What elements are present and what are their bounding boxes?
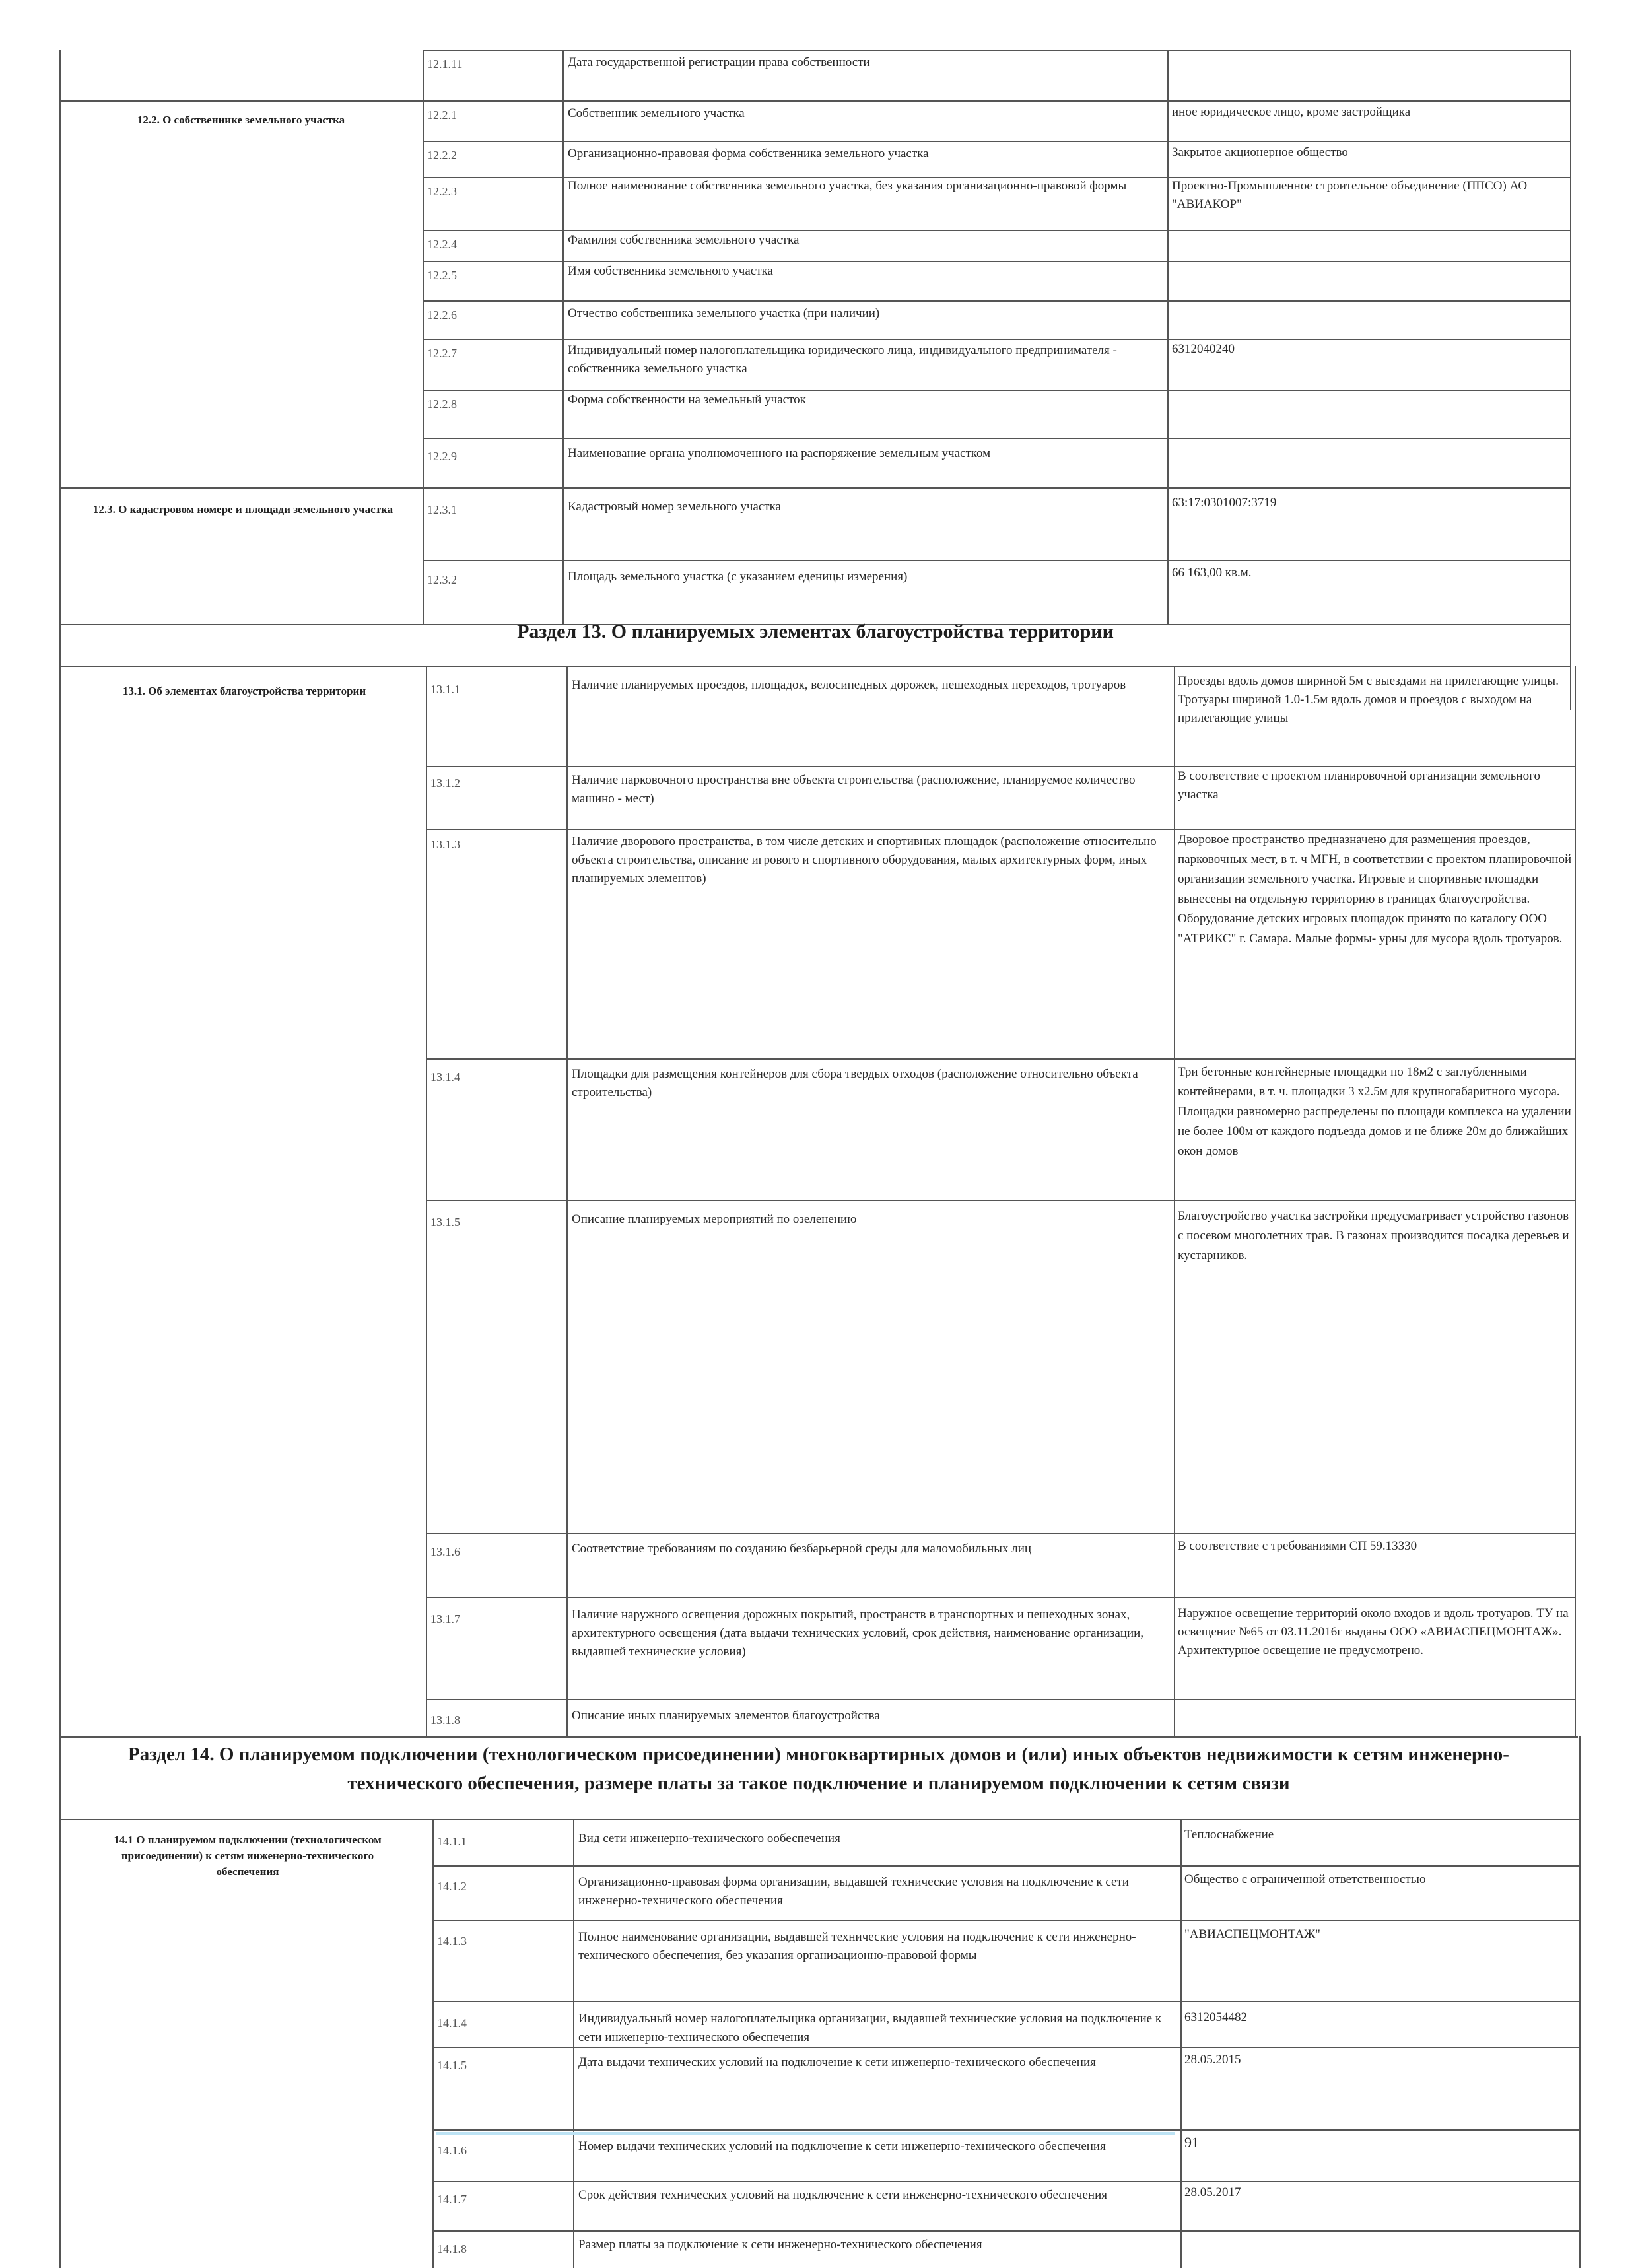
row-value: "АВИАСПЕЦМОНТАЖ": [1184, 1927, 1320, 1941]
row-description: Наличие планируемых проездов, площадок, велосипедных дорожек, пешеходных переходов, тротуаров: [572, 678, 1126, 692]
row-description: Дата государственной регистрации права собственности: [568, 55, 870, 69]
row-number: 12.1.11: [427, 57, 463, 71]
group-13-1-label: 13.1. Об элементах благоустройства территории: [122, 685, 366, 697]
table-row: [0, 2181, 1636, 2230]
table-row: [0, 1058, 1636, 1200]
table-row: [0, 1200, 1636, 1533]
row-description: Дата выдачи технических условий на подключение к сети инженерно-технического обеспечения: [578, 2055, 1096, 2069]
row-description: Индивидуальный номер налогоплательщика организации, выдавшей технические условия на подключение к сети инженерно-технического обеспечения: [578, 2012, 1162, 2044]
row-number: 14.1.2: [437, 1880, 467, 1893]
row-description: Площадь земельного участка (с указанием еденицы измерения): [568, 570, 908, 584]
table-border: [59, 1736, 1578, 1738]
row-number: 12.2.5: [427, 269, 457, 282]
table-row: [0, 1533, 1636, 1597]
row-number: 14.1.3: [437, 1935, 467, 1948]
row-number: 12.2.8: [427, 397, 457, 411]
row-number: 13.1.3: [430, 838, 460, 851]
row-number: 14.1.7: [437, 2193, 467, 2206]
row-value: Проектно-Промышленное строительное объединение (ППСО) АО "АВИАКОР": [1172, 179, 1528, 211]
row-number: 13.1.5: [430, 1216, 460, 1229]
row-description: Полное наименование организации, выдавшей технические условия на подключение к сети инженерно-технического обеспечения, без указания организационно-правовой формы: [578, 1930, 1136, 1962]
row-description: Площадки для размещения контейнеров для сбора твердых отходов (расположение относительно объекта строительства): [572, 1067, 1138, 1099]
row-description: Собственник земельного участка: [568, 106, 745, 120]
row-description: Индивидуальный номер налогоплательщика юридического лица, индивидуального предпринимателя - собственника земельного участка: [568, 343, 1117, 376]
table-row: [0, 1819, 1636, 1865]
row-number: 12.2.4: [427, 238, 457, 251]
row-number: 14.1.1: [437, 1835, 467, 1848]
table-row: [0, 230, 1636, 261]
row-number: 12.3.2: [427, 573, 457, 586]
row-description: Фамилия собственника земельного участка: [568, 233, 800, 247]
group-14-1-label: 14.1 О планируемом подключении (технологическом присоединении) к сетям инженерно-технического обеспечения: [114, 1834, 382, 1878]
row-description: Форма собственности на земельный участок: [568, 393, 806, 407]
row-number: 14.1.5: [437, 2059, 467, 2072]
table-row: [0, 2047, 1636, 2129]
row-number: 13.1.4: [430, 1070, 460, 1083]
table-row: [0, 100, 1636, 141]
row-number: 12.2.7: [427, 347, 457, 360]
row-value: Наружное освещение территорий около входов и вдоль тротуаров. ТУ на освещение №65 от 03.11.2016г выданы ООО «АВИАСПЕЦМОНТАЖ». Архитектурное освещение не предусмотрено.: [1178, 1606, 1569, 1657]
row-description: Наличие наружного освещения дорожных покрытий, пространств в транспортных и пешеходных зонах, архитектурного освещения (дата выдачи технических условий, срок действия, наименование организации, выдавшей технические условия): [572, 1608, 1144, 1659]
row-number: 14.1.6: [437, 2144, 467, 2157]
table-row: [0, 1699, 1636, 1736]
row-value: 66 163,00 кв.м.: [1172, 566, 1252, 580]
row-description: Размер платы за подключение к сети инженерно-технического обеспечения: [578, 2238, 982, 2251]
section-13-title: Раздел 13. О планируемых элементах благоустройства территории: [517, 621, 1114, 642]
row-value: Теплоснабжение: [1184, 1828, 1274, 1841]
row-description: Наличие парковочного пространства вне объекта строительства (расположение, планируемое количество машино - мест): [572, 773, 1136, 806]
table-row: [0, 2230, 1636, 2268]
row-number: 12.2.6: [427, 308, 457, 322]
row-value: В соответствие с проектом планировочной организации земельного участка: [1178, 769, 1540, 802]
table-row: [0, 2001, 1636, 2047]
row-description: Организационно-правовая форма организации, выдавшей технические условия на подключение к сети инженерно-технического обеспечения: [578, 1875, 1129, 1907]
row-description: Отчество собственника земельного участка (при наличии): [568, 306, 880, 320]
row-description: Полное наименование собственника земельного участка, без указания организационно-правовой формы: [568, 179, 1127, 193]
table-row: [0, 1597, 1636, 1699]
table-row: [0, 829, 1636, 1058]
row-description: Имя собственника земельного участка: [568, 264, 773, 278]
row-description: Наименование органа уполномоченного на распоряжение земельным участком: [568, 446, 991, 460]
row-description: Кадастровый номер земельного участка: [568, 500, 781, 514]
row-value: Благоустройство участка застройки предусматривает устройство газонов с посевом многолетних трав. В газонах производится посадка деревьев и кустарников.: [1178, 1209, 1569, 1262]
table-row: [0, 438, 1636, 487]
table-row: [0, 1865, 1636, 1920]
row-number: 14.1.8: [437, 2242, 467, 2255]
table-row: [0, 177, 1636, 230]
row-number: 13.1.2: [430, 776, 460, 790]
row-number: 13.1.7: [430, 1612, 460, 1626]
row-value: 28.05.2015: [1184, 2053, 1241, 2067]
table-row: [0, 300, 1636, 339]
row-description: Наличие дворового пространства, в том числе детских и спортивных площадок (расположение относительно объекта строительства, описание игрового и спортивного оборудования, малых архитектурных форм, иных планируемых элементов): [572, 835, 1157, 885]
row-number: 13.1.6: [430, 1545, 460, 1558]
group-12-3-label: 12.3. О кадастровом номере и площади земельного участка: [92, 503, 393, 516]
row-value: иное юридическое лицо, кроме застройщика: [1172, 105, 1411, 119]
table-row: [0, 487, 1636, 560]
row-value: Закрытое акционерное общество: [1172, 145, 1348, 159]
row-description: Вид сети инженерно-технического ообеспечения: [578, 1832, 840, 1845]
table-row: [0, 50, 1636, 100]
row-value: 28.05.2017: [1184, 2185, 1241, 2199]
table-row: [0, 261, 1636, 300]
row-description: Организационно-правовая форма собственника земельного участка: [568, 147, 929, 160]
row-description: Номер выдачи технических условий на подключение к сети инженерно-технического обеспечения: [578, 2139, 1106, 2153]
table-row: [0, 1920, 1636, 2001]
row-number: 12.2.3: [427, 185, 457, 198]
table-row: [0, 339, 1636, 390]
row-number: 12.3.1: [427, 503, 457, 516]
row-number: 12.2.9: [427, 450, 457, 463]
row-description: Описание планируемых мероприятий по озеленению: [572, 1212, 857, 1226]
row-value: Три бетонные контейнерные площадки по 18м2 с заглубленными контейнерами, в т. ч. площадки 3 х2.5м для крупногабаритного мусора. Площадки равномерно распределены по площади комплекса на удалении не более 100м от каждого подъезда домов и не ближе 20м до ближайших окон домов: [1178, 1065, 1571, 1158]
row-description: Срок действия технических условий на подключение к сети инженерно-технического обеспечения: [578, 2188, 1107, 2202]
row-value: 6312040240: [1172, 342, 1235, 356]
row-description: Соответствие требованиям по созданию безбарьерной среды для маломобильных лиц: [572, 1542, 1032, 1556]
row-number: 13.1.1: [430, 683, 460, 696]
row-value: 91: [1184, 2134, 1199, 2150]
row-value: Общество с ограниченной ответственностью: [1184, 1873, 1426, 1886]
table-row: [0, 560, 1636, 624]
table-row: [0, 666, 1636, 766]
row-description: Описание иных планируемых элементов благоустройства: [572, 1709, 880, 1723]
row-value: Дворовое пространство предназначено для размещения проездов, парковочных мест, в т. ч МГН, в соответствии с проектом планировочной организации земельного участка. Игровые и спортивные площадки вынесены на отдельную территорию в границах благоустройства. Оборудование детских игровых площадок принято по каталогу ООО "АТРИКС" г. Самара. Малые формы- урны для мусора вдоль тротуаров.: [1178, 833, 1572, 945]
section-14-title: Раздел 14. О планируемом подключении (технологическом присоединении) многоквартирных домов и (или) иных объектов недвижимости к сетям инженерно-технического обеспечения, размере платы за такое подключение и планируемом подключении к сетям связи: [128, 1744, 1509, 1794]
row-number: 14.1.4: [437, 2016, 467, 2030]
table-row: [0, 2129, 1636, 2181]
row-number: 12.2.2: [427, 149, 457, 162]
row-value: 63:17:0301007:3719: [1172, 496, 1277, 510]
table-row: [0, 390, 1636, 438]
table-row: [0, 141, 1636, 177]
row-value: В соответствие с требованиями СП 59.13330: [1178, 1539, 1417, 1553]
row-number: 13.1.8: [430, 1713, 460, 1727]
group-12-2-label: 12.2. О собственнике земельного участка: [137, 114, 345, 126]
row-number: 12.2.1: [427, 108, 457, 121]
row-value: 6312054482: [1184, 2010, 1247, 2024]
table-row: [0, 766, 1636, 829]
row-value: Проезды вдоль домов шириной 5м с выездами на прилегающие улицы. Тротуары шириной 1.0-1.5м вдоль домов и проездов с выходом на прилегающие улицы: [1178, 674, 1559, 725]
